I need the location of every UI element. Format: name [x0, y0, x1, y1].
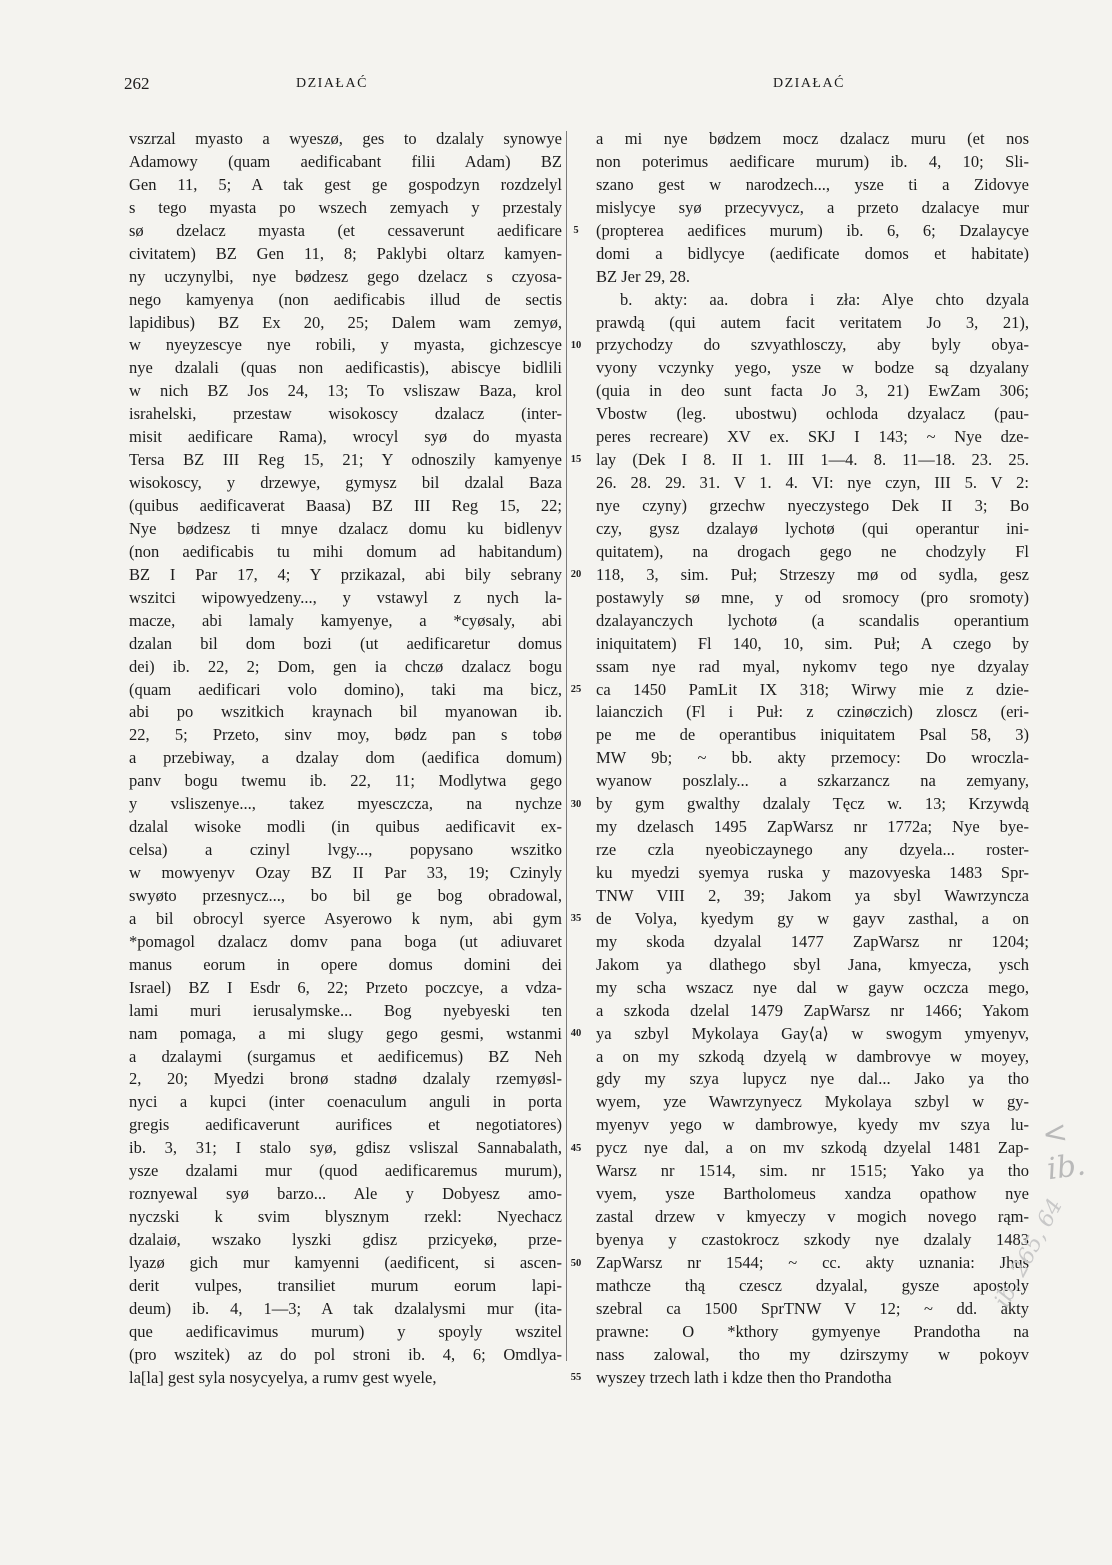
- line-number: 20: [570, 569, 582, 581]
- line-number: 25: [570, 683, 582, 695]
- text-line: nyczski k svim blysznym rzekl: Nyechacz: [129, 1207, 562, 1227]
- text-line: nye dzalali (quas non aedificastis), abiscye bidlili: [129, 358, 562, 378]
- text-line: manus eorum in opere domus domini dei: [129, 954, 562, 974]
- line-number: 30: [570, 798, 582, 810]
- text-line: mathcze thą czescz dzyalal, gysze apostoly: [596, 1275, 1029, 1295]
- text-line: pe me de operantibus iniquitatem Psal 58, 3): [596, 725, 1029, 745]
- text-line: ca 1450 PamLit IX 318; Wirwy mie z dzie-: [596, 679, 1029, 699]
- text-line: laianczich (Fl i Puł: z czinøczich) zloscz (eri-: [596, 702, 1029, 722]
- text-line: lapidibus) BZ Ex 20, 25; Dalem wam zemyø,: [129, 312, 562, 332]
- text-line: nass zalowal, tho my dzirszymy w pokoyv: [596, 1344, 1029, 1364]
- text-line: vszrzal myasto a wyeszø, ges to dzalaly synowye: [129, 129, 562, 148]
- running-head-left: DZIAŁAĆ: [296, 76, 368, 91]
- text-line: roznyewal syø barzo... Ale y Dobyesz amo-: [129, 1184, 562, 1204]
- text-line: myenyv yego w dambrowye, kyedy mv szya lu-: [596, 1115, 1029, 1135]
- text-line: ku myedzi syemya ruska y mazovyeska 1483 Spr-: [596, 863, 1029, 882]
- text-line: wisokoscy, y drzewye, gymysz bil dzalal Baza: [129, 473, 562, 493]
- margin-note-faint: ib. 265, 64: [990, 1194, 1068, 1312]
- text-line: non poterimus aedificare murum) ib. 4, 10; Sli-: [596, 151, 1029, 171]
- text-line: ysze dzalami mur (quod aedificaremus murum),: [129, 1161, 562, 1181]
- text-line: dzalan bil dom bozi (ut aedificaretur domus: [129, 633, 562, 653]
- margin-note: < ib.: [1040, 1114, 1088, 1188]
- text-line: mislycye syø przecyvycz, a przeto dzalacye mur: [596, 197, 1029, 217]
- text-line: BZ I Par 17, 4; Y przikazal, abi bily sebrany: [129, 564, 562, 584]
- text-line: gregis aedificaverunt aurifices et negotiatores): [129, 1115, 562, 1135]
- text-line: nego kamyenya (non aedificabis illud de sectis: [129, 289, 562, 309]
- text-line: nye czyny) grzechw nyeczystego Dek II 3; Bo: [596, 496, 1029, 515]
- text-line: macze, abi lamaly kamyenye, a *cyøsaly, abi: [129, 610, 562, 630]
- text-line: rze czla nyeobiczaynego any dzyela... roster-: [596, 840, 1029, 860]
- text-line: a bil obrocyl syerce Asyerowo k nym, abi gym: [129, 908, 562, 928]
- text-line: 118, 3, sim. Puł; Strzeszy mø od sydla, gesz: [596, 564, 1029, 584]
- text-line: vyem, ysze Bartholomeus xandza opathow nye: [596, 1184, 1029, 1204]
- text-line: czy, gysz dzalayø lychotø (qui operantur ini-: [596, 518, 1029, 538]
- line-number: 50: [570, 1257, 582, 1269]
- text-line: s tego myasta po wszech zemyach y przestaly: [129, 197, 562, 217]
- text-line: wszitci wipowyedzeny..., y vstawyl z nych la-: [129, 587, 562, 607]
- text-line: swyøto przesnycz..., bo bil ge bog obradowal,: [129, 885, 562, 905]
- text-line: nyci a kupci (inter coenaculum anguli in porta: [129, 1092, 562, 1112]
- text-line: Israel) BZ I Esdr 6, 22; Przeto poczcye, a vdza-: [129, 977, 562, 997]
- text-line: Nye bødzesz ti mnye dzalacz domu ku bidlenyv: [129, 518, 562, 538]
- text-line: abi po wszitkich kraynach bil myanowan ib.: [129, 702, 562, 722]
- text-line: MW 9b; ~ bb. akty przemocy: Do wroczla-: [596, 748, 1029, 768]
- text-line: postawyly sø mne, y od sromocy (pro sromoty): [596, 587, 1029, 607]
- text-line: szano gest w narodzech..., ysze ti a Zidovye: [596, 174, 1029, 194]
- text-line: civitatem) BZ Gen 11, 8; Paklybi oltarz kamyen-: [129, 243, 562, 263]
- text-line: domi a bidlycye (aedificate domos et habitate): [596, 243, 1029, 263]
- text-line: misit aedificare Rama), wrocyl syø do myasta: [129, 427, 562, 447]
- text-line: ny uczynylbi, nye bødzesz gego dzelacz s czyosa-: [129, 266, 562, 286]
- line-number: 35: [570, 913, 582, 925]
- text-line: dzalaiø, wszako lyszki gdisz przicyekø, prze-: [129, 1230, 562, 1249]
- text-line: wyanow poszlaly... a szkarzancz na zemyany,: [596, 771, 1029, 791]
- line-number: 55: [570, 1372, 582, 1384]
- running-head-right: DZIAŁAĆ: [773, 76, 845, 91]
- text-line: vyony vczynky yego, ysze w bodze są dzyalany: [596, 358, 1029, 378]
- line-number: 10: [570, 339, 582, 351]
- line-number: 45: [570, 1142, 582, 1154]
- text-line: a przebiway, a dzalay dom (aedifica domum): [129, 748, 562, 768]
- page-header: [0, 74, 1112, 104]
- text-line: celsa) a czinyl lvgy..., popysano wszitko: [129, 840, 562, 860]
- text-line: (propterea aedifices murum) ib. 6, 6; Dzalaycye: [596, 220, 1029, 240]
- text-line: gdy my szya lupycz nye dal... Jako ya tho: [596, 1069, 1029, 1089]
- text-line: lami muri ierusalymske... Bog nyebyeski ten: [129, 1000, 562, 1020]
- text-line: Jakom ya dlathego sbyl Jana, kmyecza, ysch: [596, 954, 1029, 974]
- text-line: la[la] gest syla nosycyelya, a rumv gest wyele,: [129, 1367, 437, 1387]
- text-line: panv bogu twemu ib. 22, 11; Modlytwa gego: [129, 771, 562, 791]
- text-line: BZ Jer 29, 28.: [596, 266, 690, 286]
- text-line: lay (Dek I 8. II 1. III 1—4. 8. 11—18. 23. 25.: [596, 450, 1029, 470]
- text-line: Adamowy (quam aedificabant filii Adam) BZ: [129, 151, 562, 171]
- text-line: my skoda dzyalal 1477 ZapWarsz nr 1204;: [596, 931, 1029, 951]
- text-line: y vsliszenye..., takez myesczcza, na nychze: [129, 794, 562, 814]
- text-line: (quia in deo sunt facta Jo 3, 21) EwZam 306;: [596, 381, 1029, 401]
- text-line: Tersa BZ III Reg 15, 21; Y odnoszily kamyenye: [129, 450, 562, 470]
- text-line: *pomagol dzalacz domv pana boga (ut adiuvaret: [129, 931, 562, 951]
- text-line: que aedificavimus murum) y spoyly wszitel: [129, 1321, 562, 1341]
- text-line: israhelski, przestaw wisokoscy dzalacz (inter-: [129, 404, 562, 424]
- text-line: 2, 20; Myedzi bronø stadnø dzalaly rzemyøsl-: [129, 1069, 562, 1089]
- text-line: de Volya, kyedym gy w gayv zasthal, a on: [596, 908, 1029, 928]
- page-number: 262: [124, 74, 150, 93]
- text-line: wyszey trzech lath i kdze then tho Prandotha: [596, 1367, 892, 1387]
- line-number: 15: [570, 454, 582, 466]
- text-line: szebral ca 1500 SprTNW V 12; ~ dd. akty: [596, 1298, 1029, 1318]
- text-line: dei) ib. 22, 2; Dom, gen ia chczø dzalacz bogu: [129, 656, 562, 676]
- left-column: [129, 128, 562, 1390]
- text-line: my dzelasch 1495 ZapWarsz nr 1772a; Nye bye-: [596, 817, 1029, 837]
- text-line: przychodzy do szvyathlosczy, aby byly obya-: [596, 335, 1029, 355]
- text-line: by gym gwalthy dzalaly Tęcz w. 13; Krzywdą: [596, 794, 1029, 814]
- text-line: 22, 5; Przeto, sinv moy, bødz pan s tobø: [129, 725, 562, 745]
- line-number: 5: [573, 224, 579, 236]
- text-line: a mi nye bødzem mocz dzalacz muru (et nos: [596, 129, 1029, 148]
- text-line: a szkoda dzelal 1479 ZapWarsz nr 1466; Yakom: [596, 1000, 1029, 1020]
- text-line: deum) ib. 4, 1—3; A tak dzalalysmi mur (ita-: [129, 1298, 562, 1318]
- text-line: dzalal wisoke modli (in quibus aedificavit ex-: [129, 817, 562, 837]
- text-line: peres recreare) XV ex. SKJ I 143; ~ Nye dze-: [596, 427, 1029, 447]
- text-line: sø dzelacz myasta (et cessaverunt aedificare: [129, 220, 562, 240]
- text-line: TNW VIII 2, 39; Jakom ya sbyl Wawrzyncza: [596, 885, 1029, 905]
- text-line: Vbostw (leg. ubostwu) ochloda dzyalacz (pau-: [596, 404, 1029, 424]
- text-line: quitatem), na drogach gego ne chodzyly Fl: [596, 541, 1029, 561]
- text-line: 26. 28. 29. 31. V 1. 4. VI: nye czyn, III 5. V 2:: [596, 473, 1029, 493]
- text-line: (pro wszitek) az do pol stroni ib. 4, 6; Omdlya-: [129, 1344, 562, 1364]
- text-line: wyem, yze Wawrzynyecz Mykolaya szbyl w gy-: [596, 1092, 1029, 1112]
- text-line: Warsz nr 1514, sim. nr 1515; Yako ya tho: [596, 1161, 1029, 1181]
- text-line: ib. 3, 31; I stalo syø, gdisz vsliszal Sannabalath,: [129, 1138, 562, 1158]
- text-line: ya szbyl Mykolaya Gay⟨a⟩ w swogym ymyenyv,: [596, 1023, 1029, 1043]
- column-divider: [566, 131, 567, 1361]
- text-line: (quibus aedificaverat Baasa) BZ III Reg 15, 22;: [129, 496, 562, 515]
- text-line: my scha wszacz nye dal w gayw oczcza mego,: [596, 977, 1029, 997]
- text-line: prawne: O *kthory gymyenye Prandotha na: [596, 1321, 1029, 1341]
- text-line: a dzalaymi (surgamus et aedificemus) BZ Neh: [129, 1046, 562, 1066]
- text-line: zastal drzew v kmyeczy v mogich novego rąm-: [596, 1207, 1029, 1227]
- text-line: iniquitatem) Fl 140, 10, sim. Puł; A czego by: [596, 633, 1029, 653]
- text-line: b. akty: aa. dobra i zła: Alye chto dzyala: [620, 289, 1029, 309]
- text-line: byenya y czastokrocz szkody nye dzalaly 1483: [596, 1230, 1029, 1249]
- text-line: w nyeyzescye nye robili, y myasta, gichzescye: [129, 335, 562, 355]
- text-line: w nich BZ Jos 24, 13; To vsliszaw Baza, krol: [129, 381, 562, 401]
- text-line: derit vulpes, transiliet murum eorum lapi-: [129, 1275, 562, 1295]
- text-line: dzalayanczych lychotø (a scandalis operantium: [596, 610, 1029, 630]
- text-line: ZapWarsz nr 1544; ~ cc. akty uznania: Jhus: [596, 1252, 1029, 1272]
- right-column: [596, 128, 1029, 1390]
- text-line: pycz nye dal, a on mv szkodą dzyelal 1481 Zap-: [596, 1138, 1029, 1158]
- text-line: (non aedificabis tu mihi domum ad habitandum): [129, 541, 562, 561]
- text-line: Gen 11, 5; A tak gest ge gospodzyn rozdzelyl: [129, 174, 562, 194]
- text-line: prawdą (qui autem facit veritatem Jo 3, 21),: [596, 312, 1029, 332]
- text-line: (quam aedificari volo domino), taki ma bicz,: [129, 679, 562, 699]
- text-line: ssam nye rad myal, nykomv tego nye dzyalay: [596, 656, 1029, 676]
- text-line: w mowyenyv Ozay BZ II Par 33, 19; Czinyly: [129, 863, 562, 882]
- text-line: lyazø gich mur kamyenni (aedificent, si ascen-: [129, 1252, 562, 1272]
- text-line: nam pomaga, a mi slugy gego gesmi, wstanmi: [129, 1023, 562, 1043]
- line-number: 40: [570, 1028, 582, 1040]
- text-line: a on my szkodą dzyelą w dambrovye w moyey,: [596, 1046, 1029, 1066]
